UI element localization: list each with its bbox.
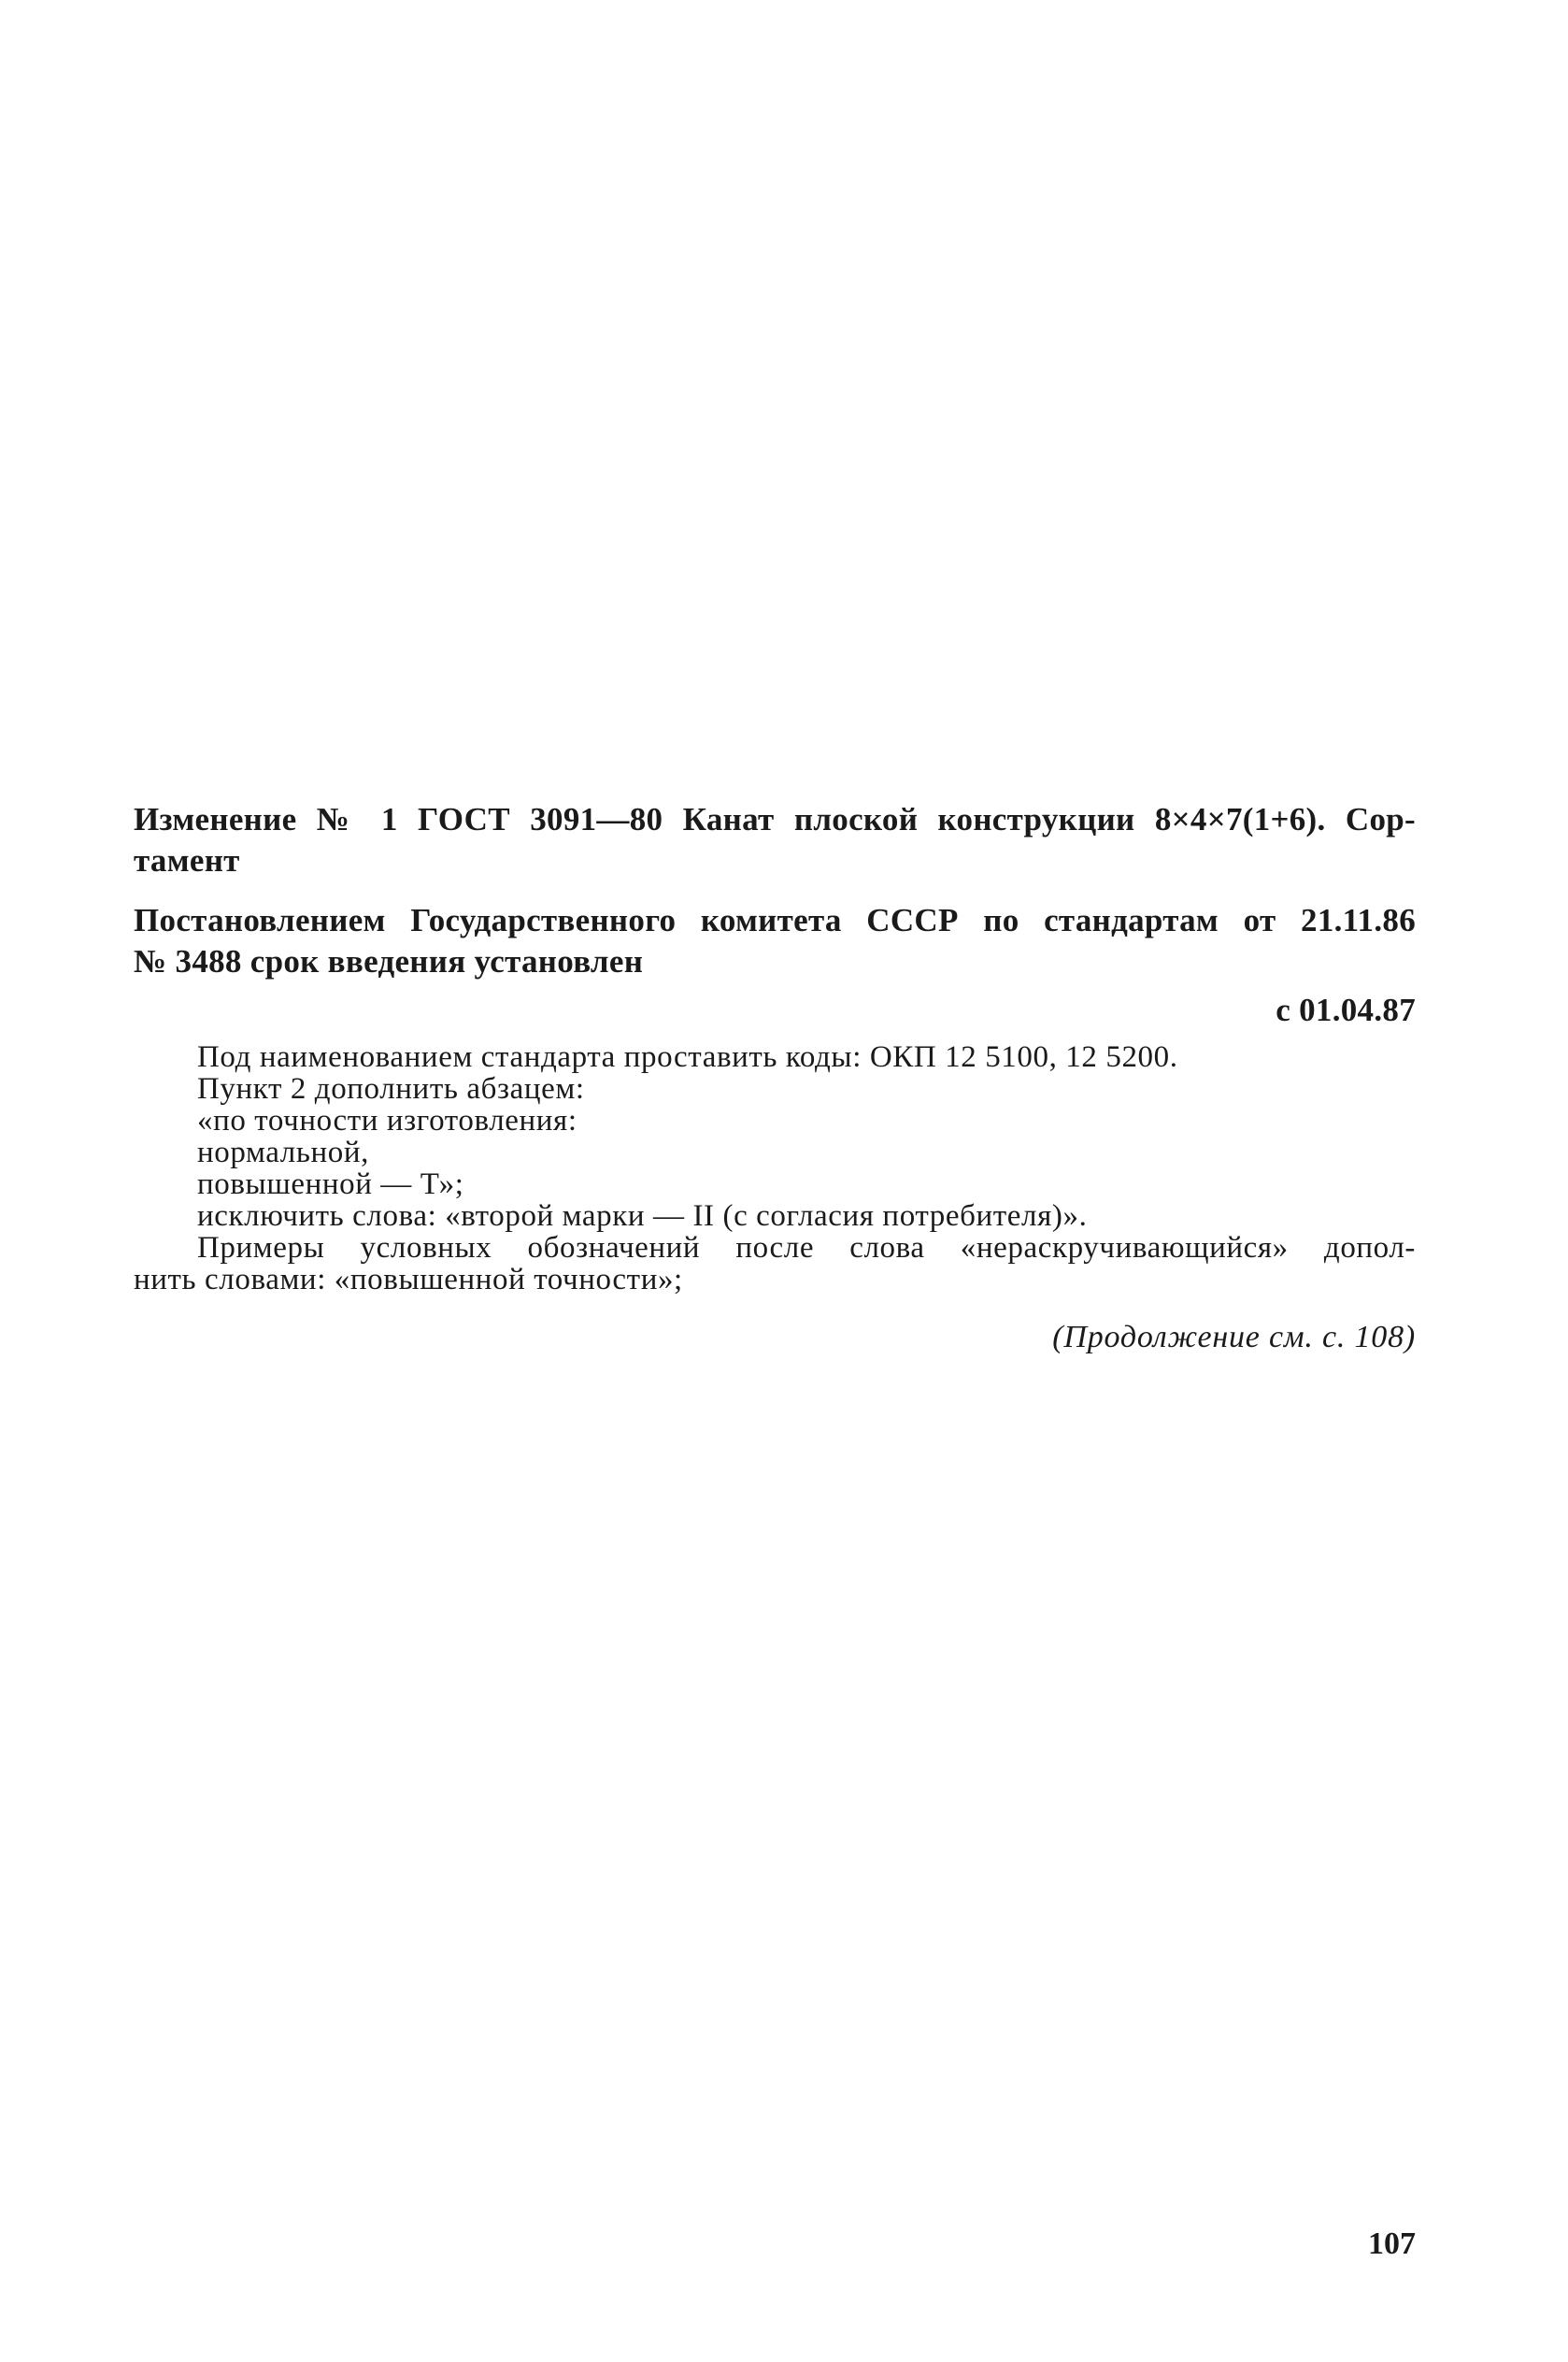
effective-date: с 01.04.87 [1276,992,1416,1028]
change-title-line-2: тамент [134,842,240,879]
resolution-line-2: № 3488 срок введения установлен [134,943,644,980]
change-title [134,799,1416,881]
resolution-block [134,900,1416,1031]
body-exclude-words: исключить слова: «второй марки — II (с согласия потребителя)». [197,1199,1088,1233]
page-number: 107 [1368,2226,1416,2261]
body-okp-codes: Под наименованием стандарта проставить коды: ОКП 12 5100, 12 5200. [197,1040,1178,1074]
resolution-line-1: Постановлением Государственного комитета СССР по стандартам от 21.11.86 [134,902,1416,938]
change-title-line-1: Изменение № 1 ГОСТ 3091—80 Канат плоской конструкции 8×4×7(1+6). Сор- [134,801,1416,837]
body-examples-line-1: Примеры условных обозначений после слова «нераскручивающийся» допол- [197,1231,1416,1265]
body-clause-2: Пункт 2 дополнить абзацем: [197,1072,585,1106]
body-examples-line-2: нить словами: «повышенной точности»; [134,1263,683,1296]
body-accuracy-high: повышенной — Т»; [197,1167,464,1201]
continuation-note: (Продолжение см. с. 108) [1052,1320,1416,1354]
body-accuracy-intro: «по точности изготовления: [197,1104,577,1138]
change-body [134,1041,1416,1296]
body-accuracy-normal: нормальной, [197,1136,369,1169]
